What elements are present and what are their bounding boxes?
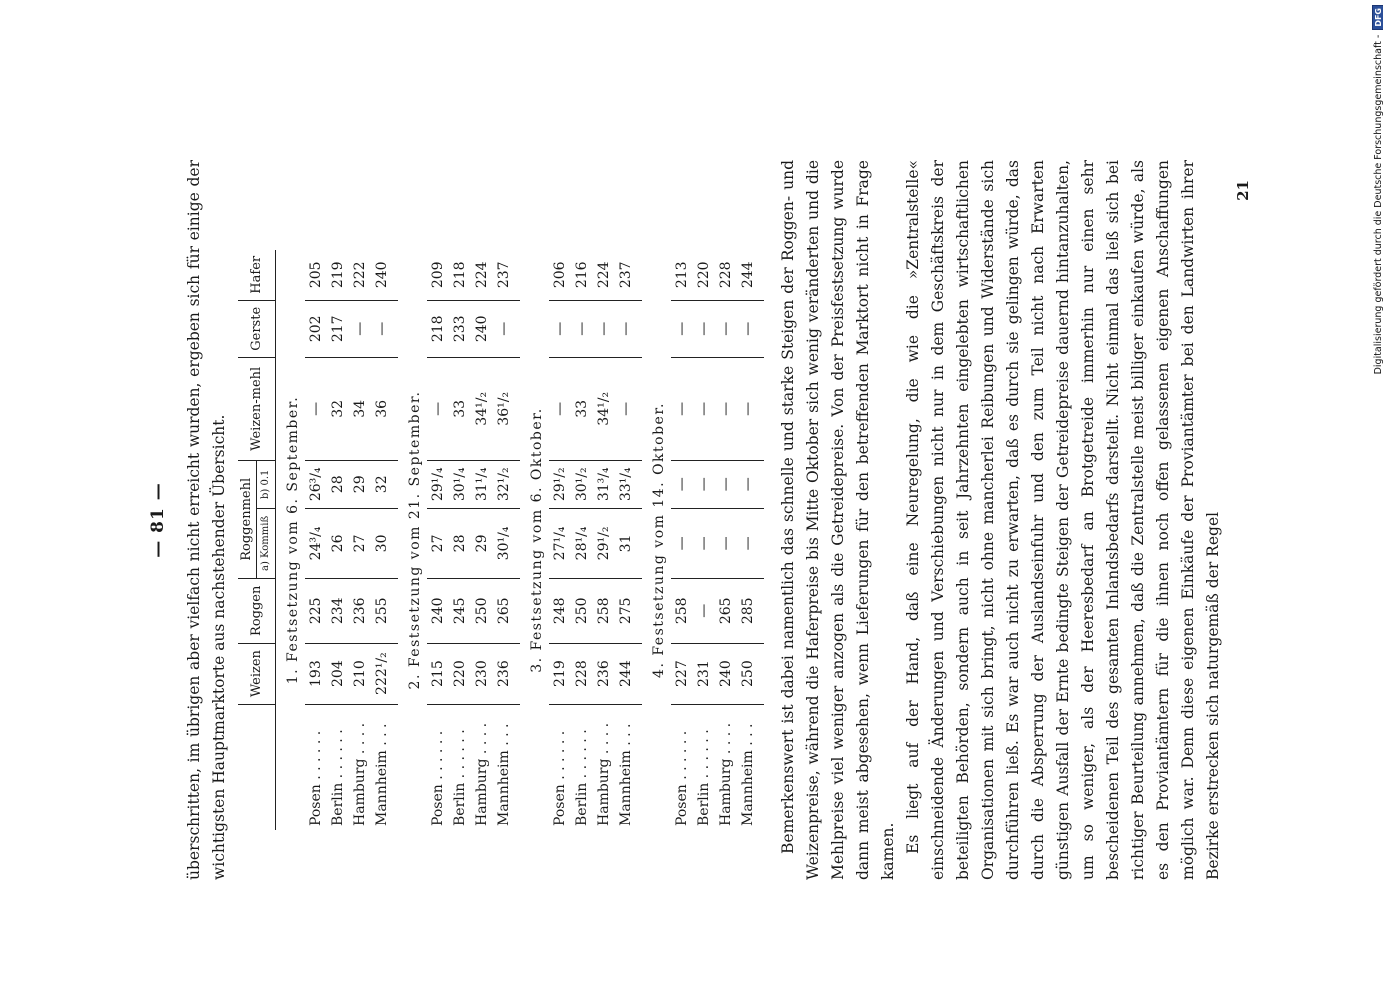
city-cell: Berlin . . . . . .: [330, 729, 346, 826]
price-cell-roggen: 285: [737, 578, 764, 643]
price-cell-a: 31: [615, 508, 642, 578]
price-cell-weizen: 236: [593, 643, 615, 704]
price-cell-roggen: 234: [327, 578, 349, 643]
price-cell-hafer: 219: [327, 250, 349, 300]
price-cell-roggen: 225: [305, 578, 327, 643]
body-paragraph-1: Bemerkenswert ist dabei namentlich das schnelle und starke Steigen der Roggen- und Weizenpreise, während die Haferpreise bis Mitte Oktober sich wenig veränderten und die Mehlpreise viel weniger anzogen als die Getreidepreise. Von der Preisfestsetzung wurde dann meist abgesehen, wenn Lieferungen für den betreffenden Marktort nicht in Frage kamen.: [779, 160, 897, 880]
city-cell: Mannheim . . .: [496, 723, 512, 826]
price-cell-gerste: 233: [449, 300, 471, 357]
section-title: 4. Festsetzung vom 14. Oktober.: [651, 402, 667, 678]
price-cell-a: 29: [471, 508, 493, 578]
price-cell-roggen: 265: [715, 578, 737, 643]
city-cell: Posen . . . . . .: [552, 730, 568, 826]
price-cell-a: 27: [349, 508, 371, 578]
price-cell-a: 28¹/₄: [571, 508, 593, 578]
price-cell-wm: 33: [449, 357, 471, 460]
city-cell: Mannheim . . .: [740, 723, 756, 826]
table-row: [549, 250, 571, 830]
city-cell: Posen . . . . . .: [430, 730, 446, 826]
price-cell-wm: —: [305, 357, 327, 460]
price-table-wrapper: [238, 250, 764, 830]
price-cell-b: 32¹/₂: [493, 460, 520, 508]
table-row: [349, 250, 371, 830]
price-cell-hafer: 224: [593, 250, 615, 300]
price-cell-a: —: [671, 508, 693, 578]
city-cell: Hamburg . . . .: [596, 722, 612, 826]
price-cell-roggen: 240: [427, 578, 449, 643]
price-cell-wm: —: [671, 357, 693, 460]
price-cell-hafer: 213: [671, 250, 693, 300]
price-cell-a: 27¹/₄: [549, 508, 571, 578]
price-cell-a: —: [693, 508, 715, 578]
price-cell-hafer: 222: [349, 250, 371, 300]
price-cell-weizen: 231: [693, 643, 715, 704]
price-cell-gerste: —: [493, 300, 520, 357]
price-cell-weizen: 215: [427, 643, 449, 704]
price-cell-wm: —: [693, 357, 715, 460]
price-cell-gerste: —: [549, 300, 571, 357]
price-cell-roggen: —: [693, 578, 715, 643]
price-cell-weizen: 250: [737, 643, 764, 704]
price-cell-weizen: 210: [349, 643, 371, 704]
price-cell-hafer: 237: [615, 250, 642, 300]
table-row: [327, 250, 349, 830]
price-cell-gerste: —: [615, 300, 642, 357]
price-cell-a: 28: [449, 508, 471, 578]
table-row: [571, 250, 593, 830]
price-cell-hafer: 206: [549, 250, 571, 300]
price-cell-a: 24³/₄: [305, 508, 327, 578]
price-cell-b: —: [737, 460, 764, 508]
price-cell-roggen: 250: [471, 578, 493, 643]
price-cell-wm: —: [715, 357, 737, 460]
digitization-note-text: Digitalisierung gefördert durch die Deutsche Forschungsgemeinschaft -: [1372, 34, 1383, 375]
header-weizenmehl: Weizen-mehl: [238, 357, 276, 460]
price-cell-gerste: 240: [471, 300, 493, 357]
price-cell-gerste: 218: [427, 300, 449, 357]
price-cell-wm: 34¹/₂: [593, 357, 615, 460]
price-cell-hafer: 220: [693, 250, 715, 300]
price-cell-hafer: 218: [449, 250, 471, 300]
section-title: 1. Festsetzung vom 6. September.: [285, 395, 301, 685]
printer-signature-mark: 21: [1234, 180, 1252, 201]
price-cell-weizen: 204: [327, 643, 349, 704]
price-cell-b: 29¹/₂: [549, 460, 571, 508]
price-cell-b: 28: [327, 460, 349, 508]
price-cell-gerste: —: [571, 300, 593, 357]
price-cell-b: 31¹/₄: [471, 460, 493, 508]
table-row: [715, 250, 737, 830]
section-title: 2. Festsetzung vom 21. September.: [407, 390, 423, 690]
price-cell-weizen: 222¹/₂: [371, 643, 398, 704]
table-row: [427, 250, 449, 830]
header-place: [238, 704, 276, 830]
price-cell-wm: 33: [571, 357, 593, 460]
price-cell-b: 30¹/₂: [571, 460, 593, 508]
price-cell-b: —: [715, 460, 737, 508]
city-cell: Hamburg . . . .: [474, 722, 490, 826]
city-cell: Mannheim . . .: [374, 723, 390, 826]
price-cell-b: 31³/₄: [593, 460, 615, 508]
price-cell-gerste: —: [693, 300, 715, 357]
price-cell-hafer: 216: [571, 250, 593, 300]
table-row: [371, 250, 398, 830]
price-cell-roggen: 258: [671, 578, 693, 643]
price-cell-weizen: 193: [305, 643, 327, 704]
section-heading-row: [520, 250, 549, 830]
dfg-logo: DFG: [1372, 5, 1383, 30]
header-gerste: Gerste: [238, 300, 276, 357]
price-cell-gerste: —: [715, 300, 737, 357]
city-cell: Hamburg . . . .: [718, 722, 734, 826]
price-cell-wm: —: [615, 357, 642, 460]
header-roggenmehl: Roggenmehl: [238, 460, 257, 578]
price-cell-gerste: —: [593, 300, 615, 357]
price-cell-a: —: [737, 508, 764, 578]
digitization-note: [1372, 5, 1383, 995]
price-cell-a: 30¹/₄: [493, 508, 520, 578]
price-cell-b: 33¹/₄: [615, 460, 642, 508]
price-cell-weizen: 240: [715, 643, 737, 704]
price-cell-wm: —: [549, 357, 571, 460]
section-heading-row: [276, 250, 306, 830]
city-cell: Hamburg . . . .: [352, 722, 368, 826]
price-cell-roggen: 258: [593, 578, 615, 643]
price-cell-b: 29¹/₄: [427, 460, 449, 508]
price-cell-wm: —: [427, 357, 449, 460]
price-cell-hafer: 228: [715, 250, 737, 300]
price-cell-a: 29¹/₂: [593, 508, 615, 578]
price-cell-wm: 36: [371, 357, 398, 460]
table-row: [305, 250, 327, 830]
price-cell-roggen: 255: [371, 578, 398, 643]
table-row: [671, 250, 693, 830]
table-row: [593, 250, 615, 830]
body-paragraph-2: Es liegt auf der Hand, daß eine Neuregelung, die wie die »Zentralstelle« einschneidende Änderungen und Verschiebungen nicht nur in dem Geschäftskreis der beteiligten Behörden, sondern auch in seit Jahrzehnten eingelebten wirtschaftlichen Organisationen mit sich bringt, nicht ohne mancherlei Reibungen und Widerstände sich durchführen ließ. Es war auch nicht zu erwarten, daß es durch sie gelingen würde, das durch die Absperrung der Auslandseinfuhr und den zum Teil nicht nach Erwarten günstigen Ausfall der Ernte bedingte Steigen der Getreidepreise dauernd hintanzuhalten, um so weniger, als der Heeresbedarf an Brotgetreide immerhin nur einen sehr bescheidenen Teil des gesamten Inlandsbedarfs darstellt. Nicht einmal das ließ sich bei richtiger Beurteilung annehmen, daß die Zentralstelle meist billiger einkaufen würde, als es den Proviantämtern für die ihnen noch offen gelassenen eigenen Anschaffungen möglich war. Denn diese eigenen Einkäufe der Proviantämter bei den Landwirten ihrer Bezirke erstrecken sich naturgemäß der Regel: [904, 160, 1222, 880]
price-cell-b: 29: [349, 460, 371, 508]
price-cell-weizen: 244: [615, 643, 642, 704]
city-cell: Berlin . . . . . .: [574, 729, 590, 826]
city-cell: Posen . . . . . .: [674, 730, 690, 826]
price-cell-wm: 34: [349, 357, 371, 460]
price-cell-roggen: 248: [549, 578, 571, 643]
price-cell-roggen: 245: [449, 578, 471, 643]
price-cell-a: 26: [327, 508, 349, 578]
price-cell-b: —: [693, 460, 715, 508]
table-row: [449, 250, 471, 830]
price-cell-b: 32: [371, 460, 398, 508]
price-cell-roggen: 275: [615, 578, 642, 643]
price-cell-wm: 34¹/₂: [471, 357, 493, 460]
city-cell: Berlin . . . . . .: [696, 729, 712, 826]
price-cell-wm: 36¹/₂: [493, 357, 520, 460]
price-cell-gerste: 217: [327, 300, 349, 357]
section-heading-row: [642, 250, 671, 830]
city-cell: Mannheim . . .: [618, 723, 634, 826]
price-cell-b: —: [671, 460, 693, 508]
table-row: [493, 250, 520, 830]
price-cell-b: 26³/₄: [305, 460, 327, 508]
price-cell-hafer: 244: [737, 250, 764, 300]
section-heading-row: [398, 250, 427, 830]
section-title: 3. Festsetzung vom 6. Oktober.: [529, 407, 545, 673]
price-cell-roggen: 250: [571, 578, 593, 643]
price-cell-gerste: —: [737, 300, 764, 357]
price-cell-hafer: 209: [427, 250, 449, 300]
table-row: [737, 250, 764, 830]
price-table: [238, 250, 764, 830]
price-cell-hafer: 237: [493, 250, 520, 300]
price-cell-gerste: —: [349, 300, 371, 357]
price-cell-a: 30: [371, 508, 398, 578]
price-cell-hafer: 205: [305, 250, 327, 300]
price-cell-b: 30¹/₄: [449, 460, 471, 508]
price-cell-weizen: 230: [471, 643, 493, 704]
header-roggen: Roggen: [238, 578, 276, 643]
city-cell: Posen . . . . . .: [308, 730, 324, 826]
price-table-body: [276, 250, 765, 830]
price-cell-weizen: 219: [549, 643, 571, 704]
table-row: [615, 250, 642, 830]
price-cell-hafer: 224: [471, 250, 493, 300]
price-cell-weizen: 227: [671, 643, 693, 704]
price-cell-hafer: 240: [371, 250, 398, 300]
price-cell-weizen: 220: [449, 643, 471, 704]
header-roggenmehl-b: b) 0.1: [257, 460, 276, 508]
city-cell: Berlin . . . . . .: [452, 729, 468, 826]
header-hafer: Hafer: [238, 250, 276, 300]
price-cell-gerste: —: [671, 300, 693, 357]
table-row: [693, 250, 715, 830]
price-cell-gerste: —: [371, 300, 398, 357]
intro-paragraph: überschritten, im übrigen aber vielfach nicht erreicht wurden, ergeben sich für einige der wichtigsten Hauptmarktorte aus nachstehender Übersicht.: [185, 160, 228, 880]
price-cell-roggen: 265: [493, 578, 520, 643]
price-cell-a: 27: [427, 508, 449, 578]
price-cell-a: —: [715, 508, 737, 578]
price-cell-wm: 32: [327, 357, 349, 460]
price-cell-weizen: 228: [571, 643, 593, 704]
header-roggenmehl-a: a) Kommiß: [257, 508, 276, 578]
rotated-page-content: [140, 160, 1252, 880]
price-cell-roggen: 236: [349, 578, 371, 643]
price-cell-gerste: 202: [305, 300, 327, 357]
price-cell-weizen: 236: [493, 643, 520, 704]
header-weizen: Weizen: [238, 643, 276, 704]
price-cell-wm: —: [737, 357, 764, 460]
page-header: — 81 —: [148, 482, 168, 558]
table-row: [471, 250, 493, 830]
